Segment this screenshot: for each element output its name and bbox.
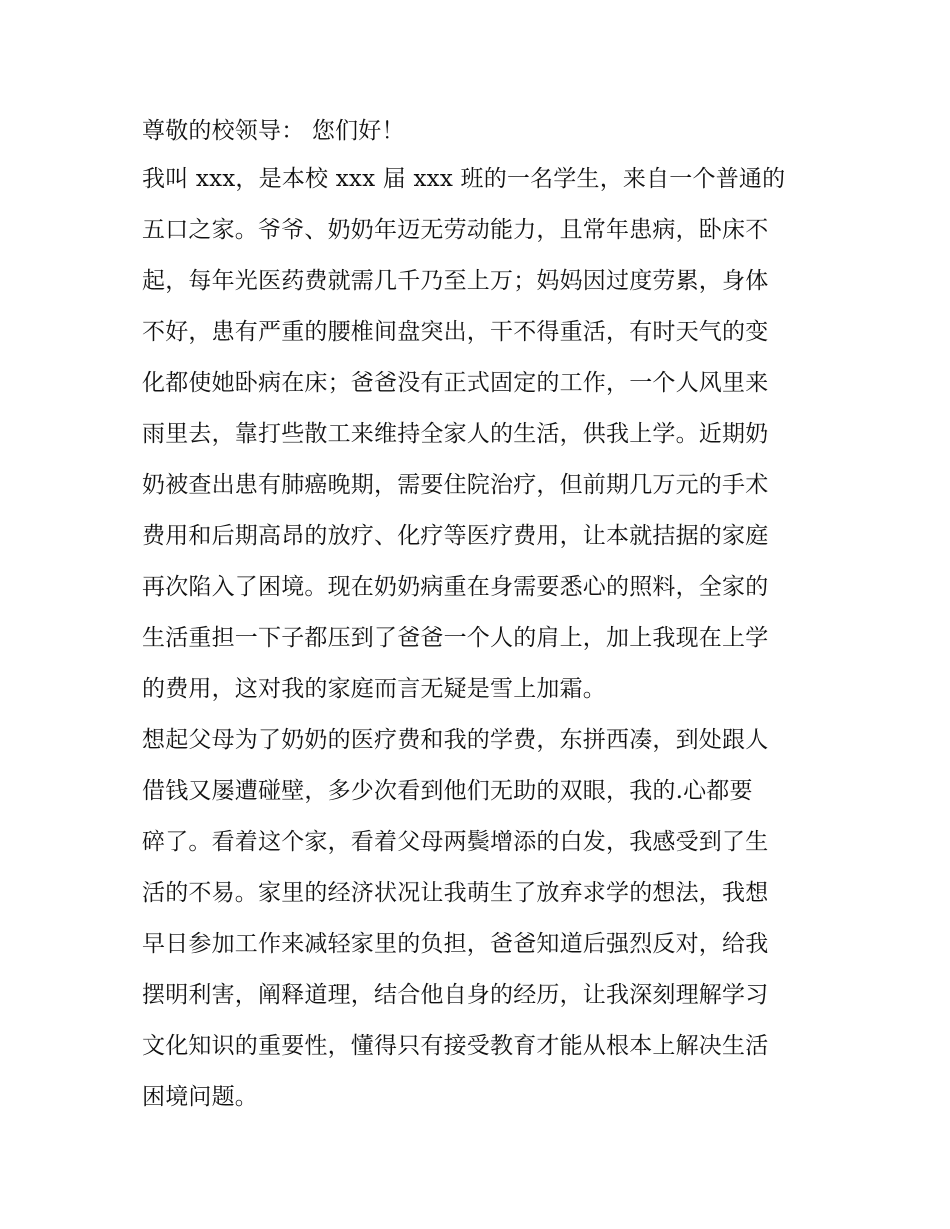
paragraph-line: 生活重担一下子都压到了爸爸一个人的肩上，加上我现在上学 xyxy=(142,625,769,651)
paragraph-line: 起，每年光医药费就需几千乃至上万；妈妈因过度劳累，身体 xyxy=(142,268,769,294)
paragraph-line: 雨里去，靠打些散工来维持全家人的生活，供我上学。近期奶 xyxy=(142,421,769,447)
paragraph-line: 摆明利害，阐释道理，结合他自身的经历，让我深刻理解学习 xyxy=(142,982,769,1008)
paragraph-1 xyxy=(142,154,822,715)
paragraph-line: 碎了。看着这个家，看着父母两鬓增添的白发，我感受到了生 xyxy=(142,829,769,855)
paragraph-line: 想起父母为了奶奶的医疗费和我的学费，东拼西凑，到处跟人 xyxy=(142,727,769,753)
paragraph-line: 的费用，这对我的家庭而言无疑是雪上加霜。 xyxy=(142,676,606,702)
paragraph-line: 五口之家。爷爷、奶奶年迈无劳动能力，且常年患病，卧床不 xyxy=(142,217,769,243)
salutation: 尊敬的校领导： 您们好！ xyxy=(142,118,405,144)
paragraph-line: 费用和后期高昂的放疗、化疗等医疗费用，让本就拮据的家庭 xyxy=(142,523,769,549)
paragraph-line: 借钱又屡遭碰壁，多少次看到他们无助的双眼，我的.心都要 xyxy=(142,778,753,804)
paragraph-line: 文化知识的重要性，懂得只有接受教育才能从根本上解决生活 xyxy=(142,1033,769,1059)
paragraph-line: 困境问题。 xyxy=(142,1084,258,1110)
paragraph-line: 奶被查出患有肺癌晚期，需要住院治疗，但前期几万元的手术 xyxy=(142,472,769,498)
letter-body xyxy=(142,108,822,1123)
paragraph-line: 不好，患有严重的腰椎间盘突出，干不得重活，有时天气的变 xyxy=(142,319,769,345)
paragraph-2 xyxy=(142,715,822,1123)
paragraph-line: 化都使她卧病在床；爸爸没有正式固定的工作，一个人风里来 xyxy=(142,370,769,396)
paragraph-line: 我叫 xxx，是本校 xxx 届 xxx 班的一名学生，来自一个普通的 xyxy=(142,166,786,192)
paragraph-line: 再次陷入了困境。现在奶奶病重在身需要悉心的照料，全家的 xyxy=(142,574,769,600)
paragraph-line: 活的不易。家里的经济状况让我萌生了放弃求学的想法，我想 xyxy=(142,880,769,906)
paragraph-line: 早日参加工作来减轻家里的负担，爸爸知道后强烈反对，给我 xyxy=(142,931,769,957)
